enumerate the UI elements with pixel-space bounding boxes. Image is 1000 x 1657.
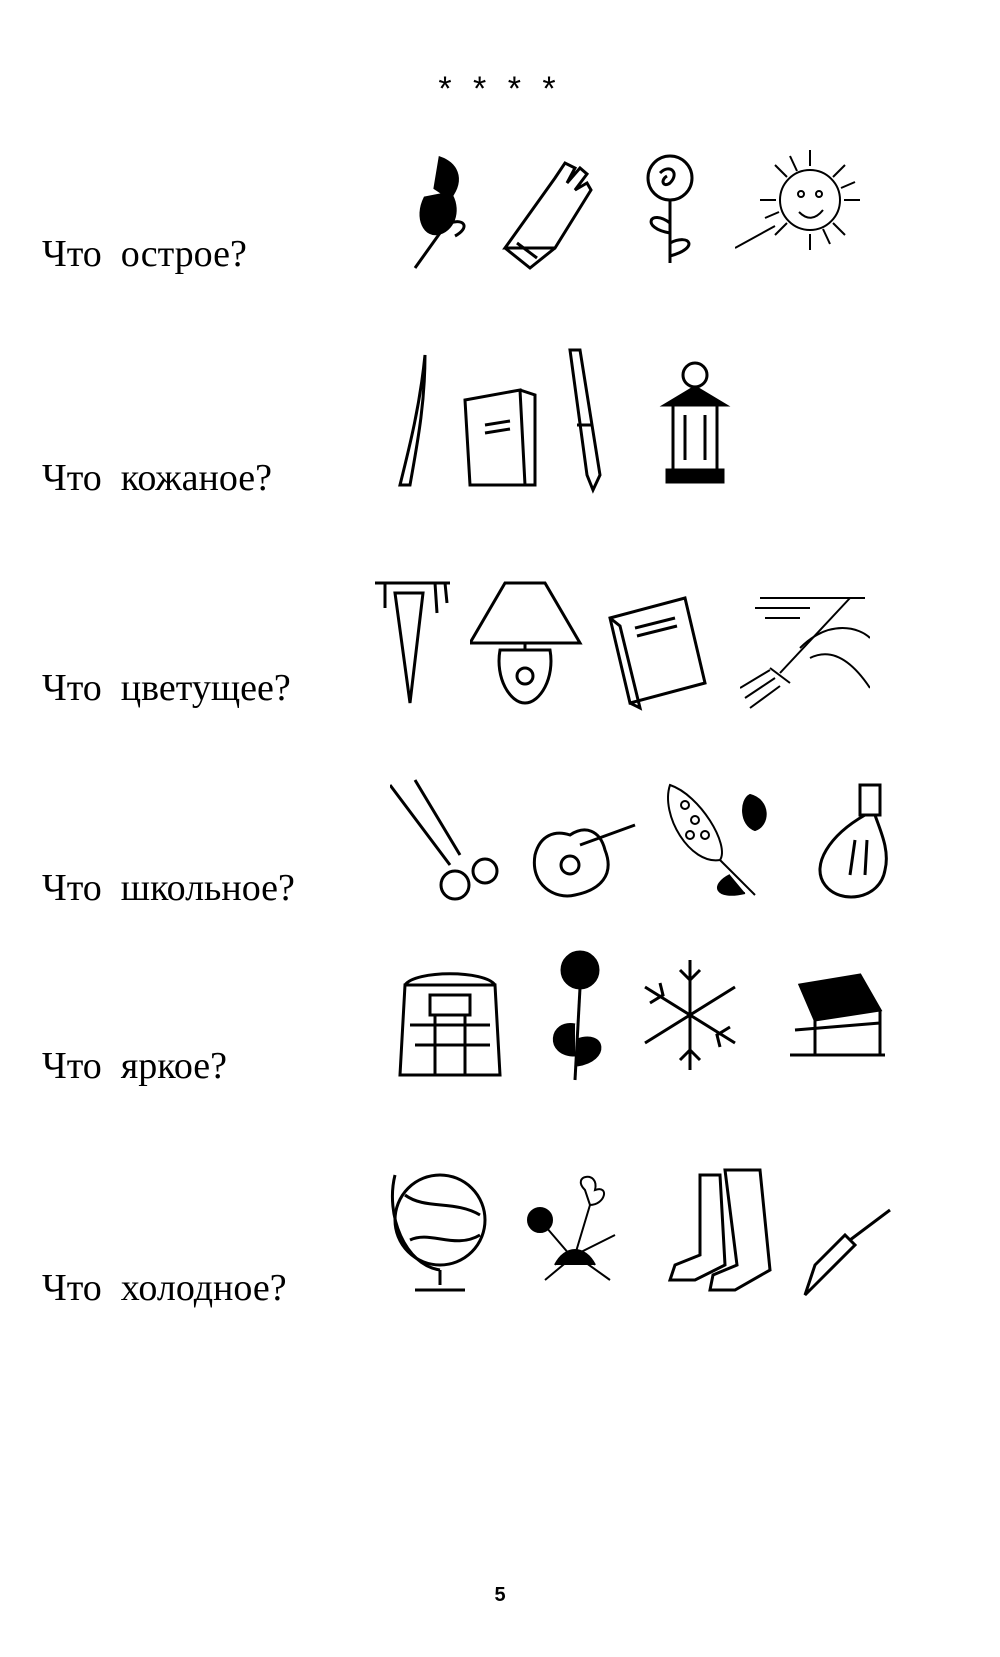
question-text: Что школьное?	[42, 867, 295, 909]
picture-group	[395, 775, 955, 925]
question-text: Что острое?	[42, 233, 247, 275]
decorative-stars: * * * *	[438, 70, 562, 108]
school-desk-icon[interactable]	[785, 945, 915, 1095]
awl-icon[interactable]	[800, 1155, 930, 1305]
boots-icon[interactable]	[665, 1155, 795, 1305]
globe-icon[interactable]	[385, 1155, 515, 1305]
question-text: Что кожаное?	[42, 457, 273, 499]
briefcase-icon[interactable]	[395, 945, 525, 1095]
light-bulb-icon[interactable]	[805, 775, 935, 925]
lilac-icon[interactable]	[660, 775, 790, 925]
page-number: 5	[494, 1584, 506, 1606]
scissors-icon[interactable]	[390, 775, 520, 925]
book-icon[interactable]	[605, 578, 735, 728]
picture-group	[395, 578, 955, 728]
question-text: Что яркое?	[42, 1045, 228, 1087]
picture-group	[395, 1155, 955, 1305]
garden-fork-icon[interactable]	[740, 578, 870, 728]
flower-bouquet-icon[interactable]	[515, 1155, 645, 1305]
table-lamp-icon[interactable]	[470, 578, 600, 728]
picture-group	[395, 945, 955, 1095]
picture-group	[395, 345, 955, 495]
picture-group	[395, 138, 955, 288]
question-text: Что холодное?	[42, 1267, 287, 1309]
lantern-icon[interactable]	[645, 345, 775, 495]
sun-icon[interactable]	[735, 138, 865, 288]
guitar-icon[interactable]	[525, 775, 655, 925]
rose-icon[interactable]	[615, 138, 745, 288]
glove-icon[interactable]	[495, 138, 625, 288]
question-text: Что цветущее?	[42, 667, 291, 709]
snowflake-icon[interactable]	[635, 945, 765, 1095]
